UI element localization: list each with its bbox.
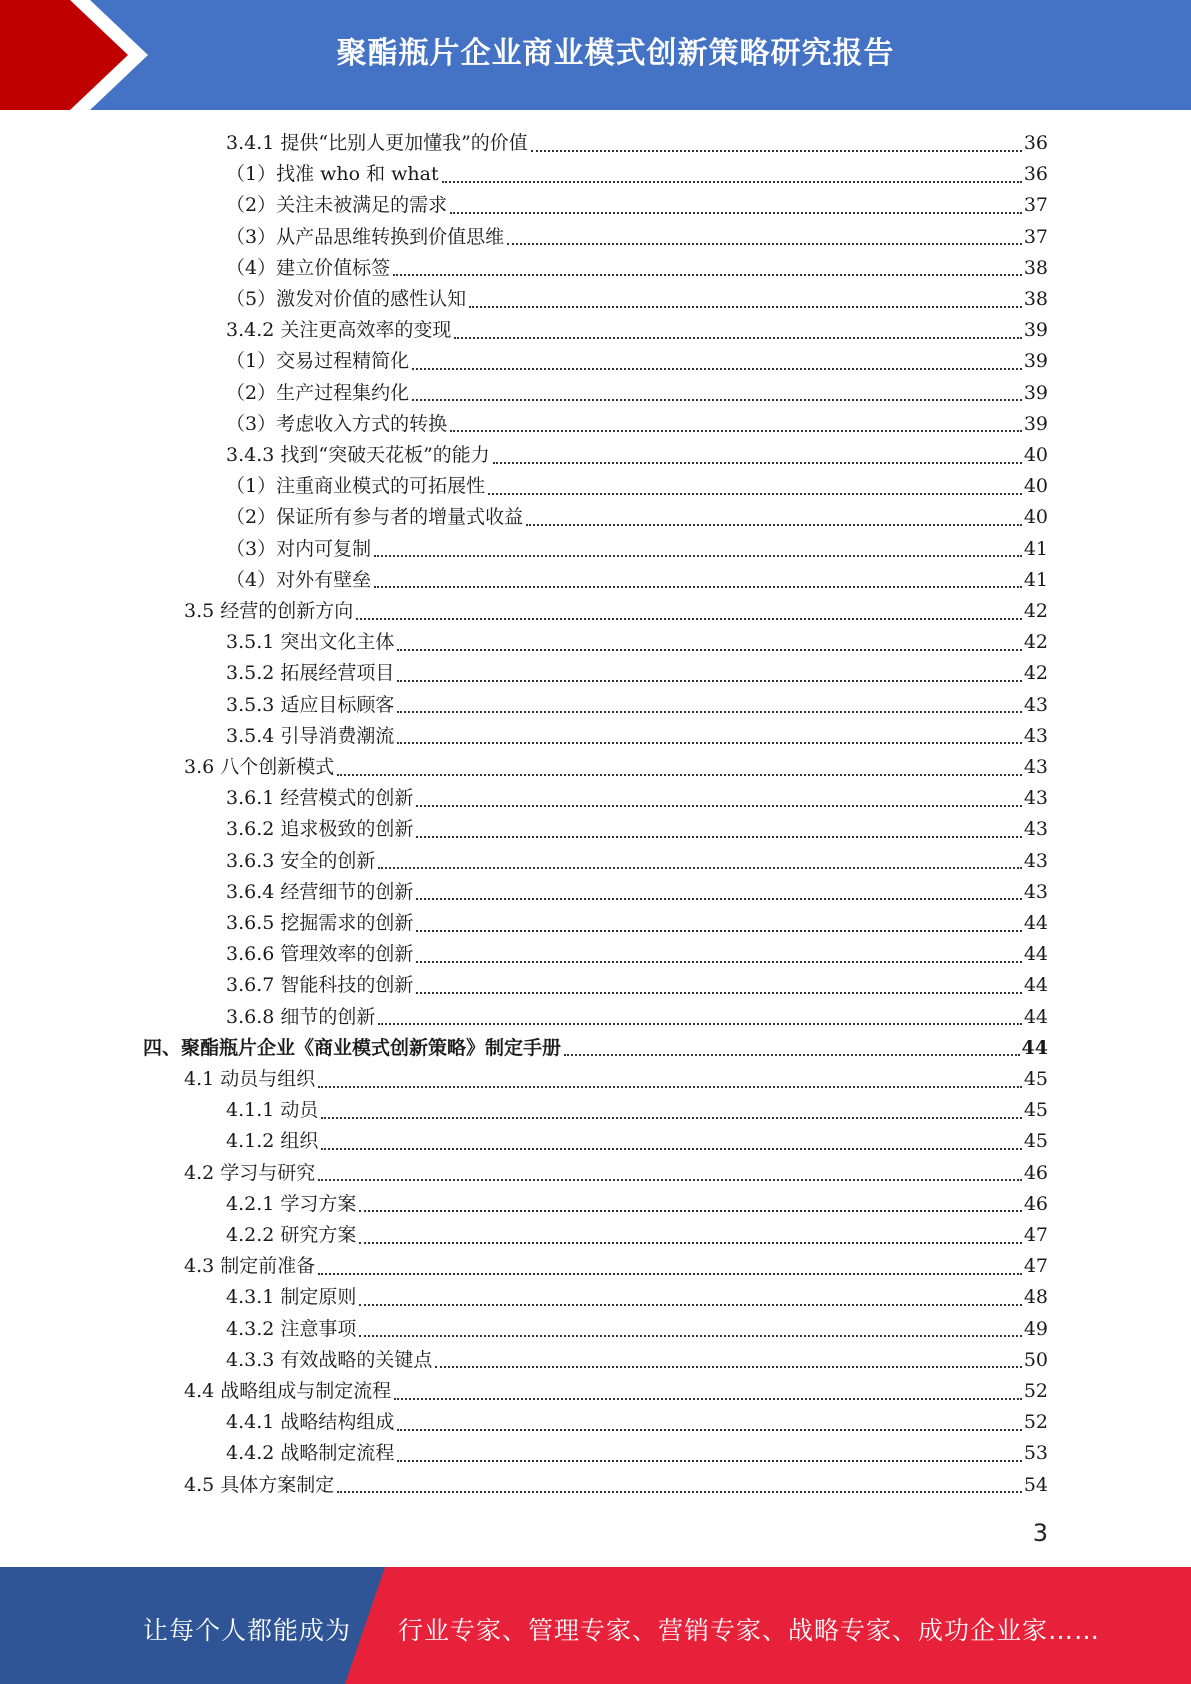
toc-entry-page: 43 <box>1023 756 1048 778</box>
toc-entry-title: 3.6.2 追求极致的创新 <box>226 818 414 841</box>
toc-entry-title: 4.2.2 研究方案 <box>226 1224 357 1246</box>
toc-entry[interactable] <box>184 596 1048 627</box>
toc-entry-title: 3.5.4 引导消费潮流 <box>226 724 395 747</box>
toc-dot-leader <box>416 836 1021 838</box>
toc-entry-title: 3.5.1 突出文化主体 <box>226 631 395 654</box>
toc-entry[interactable] <box>226 253 1048 284</box>
toc-entry[interactable] <box>226 1282 1048 1313</box>
toc-dot-leader <box>412 399 1022 401</box>
toc-dot-leader <box>397 742 1021 744</box>
toc-entry[interactable] <box>226 814 1048 845</box>
toc-entry[interactable] <box>226 690 1048 721</box>
toc-entry-title: 4.2.1 学习方案 <box>226 1192 357 1215</box>
toc-entry-title: （5）激发对价值的感性认知 <box>226 288 467 310</box>
toc-entry[interactable] <box>226 1189 1048 1220</box>
toc-entry[interactable] <box>226 534 1048 565</box>
toc-entry-page: 39 <box>1023 381 1048 404</box>
toc-dot-leader <box>321 1148 1021 1150</box>
toc-entry[interactable] <box>143 1033 1048 1064</box>
toc-entry-page: 43 <box>1023 818 1048 841</box>
toc-entry-page: 41 <box>1023 537 1048 560</box>
toc-entry-title: （4）对外有壁垒 <box>226 568 372 591</box>
toc-entry[interactable] <box>226 939 1048 970</box>
toc-entry-page: 42 <box>1023 600 1048 622</box>
toc-entry-page: 45 <box>1023 1068 1048 1090</box>
toc-entry[interactable] <box>184 1470 1048 1501</box>
toc-dot-leader <box>564 1054 1020 1056</box>
toc-entry-page: 39 <box>1023 319 1048 342</box>
toc-entry-page: 39 <box>1023 412 1048 435</box>
toc-dot-leader <box>397 1460 1021 1462</box>
toc-entry-title: 3.6 八个创新模式 <box>184 756 335 778</box>
toc-entry[interactable] <box>226 440 1048 471</box>
toc-entry[interactable] <box>184 1376 1048 1407</box>
page-footer <box>0 1567 1191 1684</box>
toc-entry-page: 47 <box>1023 1224 1048 1246</box>
toc-entry-title: 3.6.6 管理效率的创新 <box>226 943 414 966</box>
toc-dot-leader <box>416 961 1021 963</box>
toc-entry[interactable] <box>226 222 1048 253</box>
toc-entry-title: 3.4.3 找到“突破天花板”的能力 <box>226 444 490 466</box>
toc-entry-page: 45 <box>1023 1099 1048 1122</box>
toc-entry[interactable] <box>226 346 1048 377</box>
toc-entry[interactable] <box>226 1095 1048 1126</box>
toc-dot-leader <box>450 212 1022 214</box>
toc-entry[interactable] <box>184 1064 1048 1095</box>
toc-dot-leader <box>493 462 1022 464</box>
toc-entry[interactable] <box>226 284 1048 315</box>
toc-entry[interactable] <box>226 1407 1048 1438</box>
toc-dot-leader <box>374 586 1022 588</box>
toc-dot-leader <box>526 524 1022 526</box>
toc-entry-page: 44 <box>1023 912 1048 934</box>
toc-entry-page: 52 <box>1023 1411 1048 1434</box>
toc-entry-title: 4.2 学习与研究 <box>184 1161 316 1184</box>
toc-entry[interactable] <box>226 1438 1048 1469</box>
toc-dot-leader <box>359 1242 1021 1244</box>
toc-dot-leader <box>356 618 1022 620</box>
toc-entry-title: （1）注重商业模式的可拓展性 <box>226 475 486 498</box>
toc-dot-leader <box>393 274 1022 276</box>
toc-entry-title: 4.3.2 注意事项 <box>226 1317 357 1340</box>
toc-entry-page: 43 <box>1023 787 1048 810</box>
toc-dot-leader <box>531 150 1022 152</box>
toc-entry-page: 40 <box>1023 506 1048 529</box>
toc-dot-leader <box>397 1429 1021 1431</box>
toc-entry-title: 3.6.8 细节的创新 <box>226 1005 376 1028</box>
toc-entry[interactable] <box>226 908 1048 939</box>
toc-entry[interactable] <box>226 128 1048 159</box>
page-number: 3 <box>1032 1519 1048 1547</box>
toc-dot-leader <box>318 1273 1022 1275</box>
toc-entry-title: 4.1.2 组织 <box>226 1130 319 1153</box>
toc-entry[interactable] <box>226 378 1048 409</box>
toc-entry-title: 3.6.7 智能科技的创新 <box>226 974 414 997</box>
toc-entry-page: 40 <box>1023 475 1048 498</box>
toc-entry[interactable] <box>226 1345 1048 1376</box>
toc-entry-page: 43 <box>1023 849 1048 872</box>
toc-entry[interactable] <box>226 658 1048 689</box>
toc-dot-leader <box>397 680 1021 682</box>
toc-dot-leader <box>374 555 1022 557</box>
toc-entry-title: 4.4.1 战略结构组成 <box>226 1411 395 1434</box>
toc-entry-page: 43 <box>1023 693 1048 716</box>
toc-entry-title: （2）生产过程集约化 <box>226 381 410 404</box>
toc-entry-title: 4.4.2 战略制定流程 <box>226 1442 395 1465</box>
toc-entry-page: 42 <box>1023 662 1048 685</box>
toc-dot-leader <box>337 1491 1022 1493</box>
toc-dot-leader <box>397 711 1021 713</box>
toc-entry-title: 4.3.3 有效战略的关键点 <box>226 1348 433 1371</box>
toc-entry-page: 38 <box>1023 288 1048 310</box>
toc-dot-leader <box>378 867 1021 869</box>
toc-dot-leader <box>412 368 1022 370</box>
toc-entry[interactable] <box>184 752 1048 783</box>
toc-entry[interactable] <box>226 1314 1048 1345</box>
toc-entry-title: （3）考虑收入方式的转换 <box>226 412 448 435</box>
toc-entry-page: 44 <box>1023 974 1048 997</box>
toc-entry[interactable] <box>226 502 1048 533</box>
toc-dot-leader <box>397 649 1021 651</box>
toc-entry-page: 44 <box>1021 1036 1048 1059</box>
toc-entry-page: 52 <box>1023 1380 1048 1402</box>
toc-entry-title: 3.6.4 经营细节的创新 <box>226 880 414 903</box>
footer-slogan-right: 行业专家、管理专家、营销专家、战略专家、成功企业家…… <box>398 1616 1101 1645</box>
toc-entry[interactable] <box>226 315 1048 346</box>
toc-entry-page: 36 <box>1023 163 1048 186</box>
toc-entry-title: （2）保证所有参与者的增量式收益 <box>226 506 524 529</box>
toc-entry-title: （1）找准 who 和 what <box>226 163 439 186</box>
toc-entry-title: 4.3.1 制定原则 <box>226 1286 357 1309</box>
toc-entry-title: （1）交易过程精简化 <box>226 350 410 373</box>
toc-entry-page: 43 <box>1023 724 1048 747</box>
toc-entry-title: 3.5.2 拓展经营项目 <box>226 662 395 685</box>
toc-dot-leader <box>378 1023 1021 1025</box>
toc-entry-title: 4.5 具体方案制定 <box>184 1473 335 1496</box>
toc-entry[interactable] <box>226 159 1048 190</box>
toc-dot-leader <box>507 243 1022 245</box>
toc-entry-page: 48 <box>1023 1286 1048 1309</box>
toc-dot-leader <box>359 1210 1021 1212</box>
toc-entry-title: （3）从产品思维转换到价值思维 <box>226 225 505 248</box>
header-title: 聚酯瓶片企业商业模式创新策略研究报告 <box>336 36 895 71</box>
toc-entry-title: （3）对内可复制 <box>226 537 372 560</box>
page-header <box>0 0 1191 110</box>
toc-entry[interactable] <box>184 1251 1048 1282</box>
toc-entry[interactable] <box>226 846 1048 877</box>
toc-entry-page: 36 <box>1023 132 1048 154</box>
toc-entry-page: 39 <box>1023 350 1048 373</box>
toc-dot-leader <box>318 1179 1022 1181</box>
toc-entry-title: （2）关注未被满足的需求 <box>226 194 448 217</box>
toc-entry-title: 4.1 动员与组织 <box>184 1068 316 1090</box>
toc-entry-page: 41 <box>1023 568 1048 591</box>
toc-entry-title: 4.1.1 动员 <box>226 1099 319 1122</box>
toc-entry[interactable] <box>226 1002 1048 1033</box>
toc-entry[interactable] <box>226 1220 1048 1251</box>
toc-dot-leader <box>450 430 1022 432</box>
toc-dot-leader <box>442 181 1022 183</box>
toc-entry-title: 3.6.5 挖掘需求的创新 <box>226 912 414 934</box>
toc-dot-leader <box>394 1398 1022 1400</box>
toc-dot-leader <box>416 898 1021 900</box>
toc-dot-leader <box>488 493 1022 495</box>
toc-entry-page: 38 <box>1023 256 1048 279</box>
toc-entry-page: 42 <box>1023 631 1048 654</box>
toc-entry-title: 3.4.1 提供“比别人更加懂我”的价值 <box>226 132 528 154</box>
toc-entry-page: 49 <box>1023 1317 1048 1340</box>
toc-entry-title: 4.3 制定前准备 <box>184 1255 316 1278</box>
toc-entry[interactable] <box>226 783 1048 814</box>
toc-entry[interactable] <box>184 1158 1048 1189</box>
toc-entry[interactable] <box>226 627 1048 658</box>
footer-slogan-left: 让每个人都能成为 <box>143 1616 352 1645</box>
toc-entry-page: 37 <box>1023 225 1048 248</box>
toc-entry-page: 45 <box>1023 1130 1048 1153</box>
toc-entry-title: 3.5.3 适应目标顾客 <box>226 693 395 716</box>
toc-entry-title: （4）建立价值标签 <box>226 256 391 279</box>
toc-entry-title: 3.6.3 安全的创新 <box>226 849 376 872</box>
toc-entry[interactable] <box>226 970 1048 1001</box>
toc-dot-leader <box>416 992 1021 994</box>
toc-entry-page: 54 <box>1023 1473 1048 1496</box>
toc-entry-page: 40 <box>1023 444 1048 466</box>
toc-dot-leader <box>435 1366 1021 1368</box>
toc-entry[interactable] <box>226 190 1048 221</box>
toc-dot-leader <box>359 1304 1021 1306</box>
toc-entry-title: 3.6.1 经营模式的创新 <box>226 787 414 810</box>
toc-entry[interactable] <box>226 877 1048 908</box>
toc-entry[interactable] <box>226 1126 1048 1157</box>
toc-entry[interactable] <box>226 565 1048 596</box>
toc-entry[interactable] <box>226 409 1048 440</box>
toc-entry-page: 50 <box>1023 1348 1048 1371</box>
toc-dot-leader <box>318 1086 1022 1088</box>
toc-dot-leader <box>416 805 1021 807</box>
toc-dot-leader <box>454 337 1021 339</box>
toc-entry[interactable] <box>226 721 1048 752</box>
toc-entry-title: 3.5 经营的创新方向 <box>184 600 354 622</box>
toc-entry-page: 37 <box>1023 194 1048 217</box>
toc-entry-title: 四、聚酯瓶片企业《商业模式创新策略》制定手册 <box>143 1036 562 1059</box>
toc-dot-leader <box>416 930 1021 932</box>
toc-entry-page: 44 <box>1023 943 1048 966</box>
toc-entry-page: 46 <box>1023 1192 1048 1215</box>
toc-dot-leader <box>469 306 1022 308</box>
toc-entry-page: 44 <box>1023 1005 1048 1028</box>
toc-entry-page: 46 <box>1023 1161 1048 1184</box>
toc-entry-page: 47 <box>1023 1255 1048 1278</box>
toc-dot-leader <box>321 1117 1021 1119</box>
toc-entry-page: 43 <box>1023 880 1048 903</box>
toc-entry-page: 53 <box>1023 1442 1048 1465</box>
toc-dot-leader <box>337 774 1022 776</box>
toc-entry-title: 3.4.2 关注更高效率的变现 <box>226 319 452 342</box>
toc-entry[interactable] <box>226 471 1048 502</box>
toc-dot-leader <box>359 1335 1021 1337</box>
toc-entry-title: 4.4 战略组成与制定流程 <box>184 1380 392 1402</box>
